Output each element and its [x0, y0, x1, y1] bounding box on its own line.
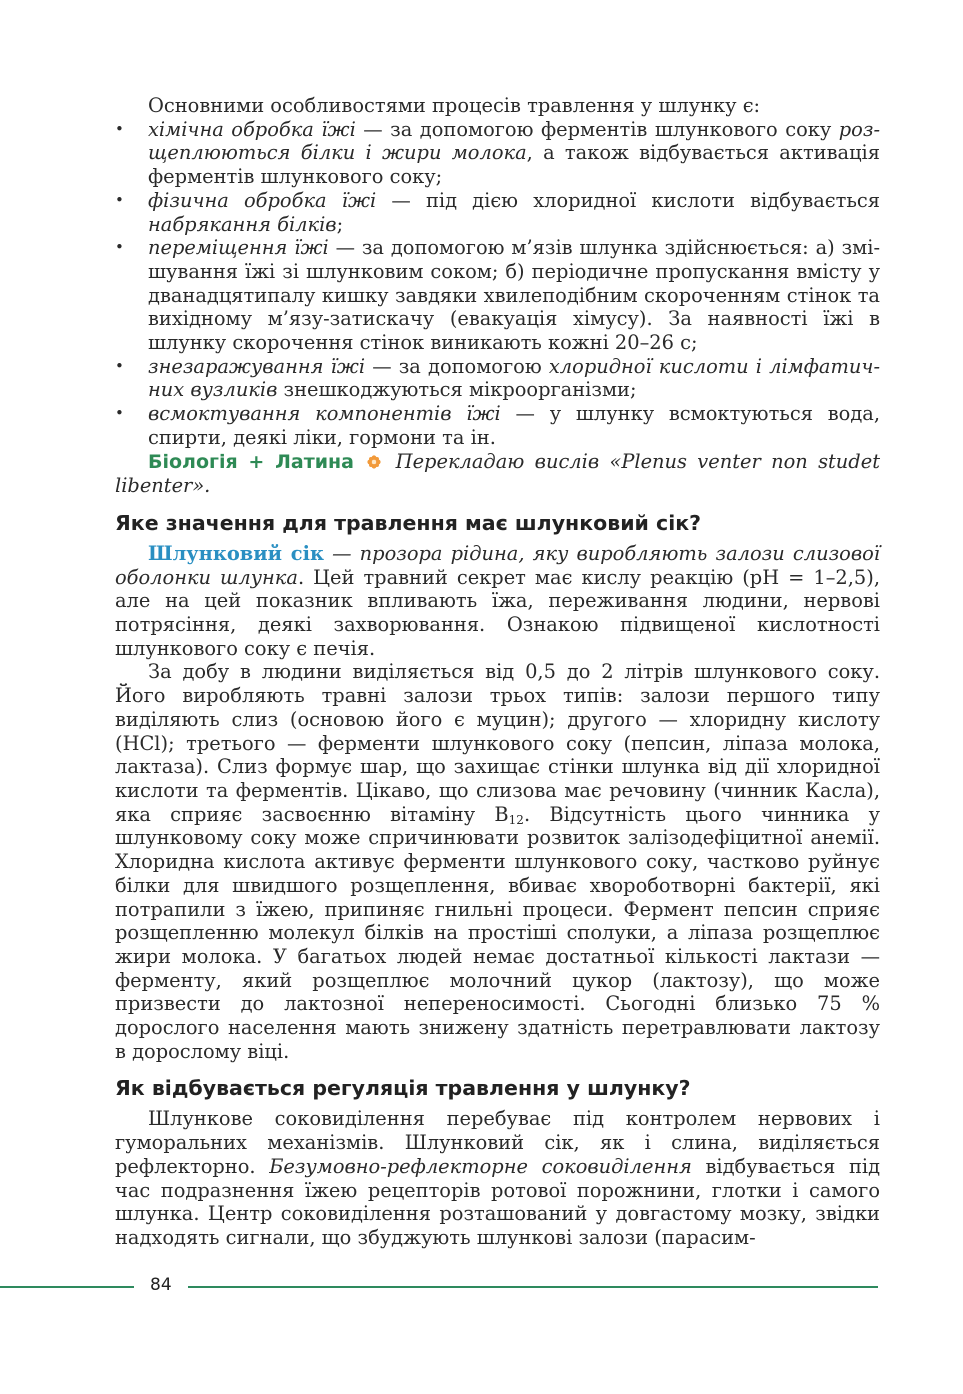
crosslink-box	[115, 450, 880, 498]
footer-rule-right	[188, 1286, 878, 1288]
intro-paragraph: Основними особливостями процесів травлення у шлунку є:	[148, 94, 761, 117]
paragraph-text: відбувається під час подразнення їжею рецепторів ротової порожнини, глотки і самого шлунка. Центр соковиділення розташований у довгастому мозку, звідки надходять сигнали, що збуджують шлункові залози (парасим-	[115, 1154, 881, 1249]
paragraph-text: . Відсутність цього чинника у шлунковому соку може спричинювати розвиток залізодефіцитної анемії. Хлоридна кислота активує ферменти шлункового соку, частково руйнує білки для швидшого розщеплення, вбиває хвороботворні бактерії, які потрапили з їжею, припиняє гнильні процеси. Фермент пепсин сприяє розщепленню молекул білків на простіші сполуки, а ліпаза розщеплює жири молока. У багатьох людей немає достатньої кількості лактази — ферменту, який розщеплює молочний цукор (лактозу), що може призвести до лактозної непереносимості. Сьогодні близько 75 % дорослого населення мають знижену здатність перетравлювати лактозу в дорослому віці.	[115, 802, 880, 1063]
term-italic: Безумовно-рефлекторне соковиділення	[269, 1154, 692, 1178]
item-text: — за допомогою ферментів шлункового соку	[355, 117, 839, 141]
bullet-icon: •	[115, 356, 124, 375]
list-item	[115, 236, 880, 355]
crosslink-text: Перекладаю вислів «Plenus venter non studet libenter».	[115, 449, 880, 498]
bullet-icon: •	[115, 119, 124, 138]
item-text: знешкоджуються мікроорганізми;	[277, 378, 637, 402]
bullet-icon: •	[115, 404, 124, 423]
term-italic: всмоктування компонентів їжі	[148, 402, 501, 426]
footer-rule-left	[0, 1286, 134, 1288]
bullet-icon: •	[115, 190, 124, 209]
item-text: — під дією хлоридної кислоти відбувається	[376, 188, 880, 212]
paragraph-text: За добу в людини виділяється від 0,5 до 2 літрів шлункового соку. Його виробляють травні залози трьох типів: залози першого типу виділяють слиз (основою його є муцин); другого — хлоридну кислоту (HCl); третього — ферменти шлункового соку (пепсин, ліпаза молока, лактаза). Слиз формує шар, що захищає стінки шлунка від дії хлоридної кислоти та ферментів. Цікаво, що слизова має речовину (чинник Касла), яка сприяє засвоєнню вітаміну B	[115, 660, 880, 826]
features-list	[115, 118, 880, 450]
section-heading: Яке значення для травлення має шлунковий сік?	[115, 510, 702, 535]
list-item	[115, 118, 880, 189]
term-italic: розщеплюються білки і жири молока	[148, 117, 880, 165]
item-text: — у шлунку всмоктуються вода, спирти, деякі ліки, гормони та ін.	[148, 402, 880, 449]
list-item	[115, 402, 880, 449]
item-text: , а також відбувається активація ферментів шлункового соку;	[148, 141, 880, 189]
term-italic: хімічна обробка їжі	[148, 117, 356, 141]
term-italic: фізична обробка їжі	[148, 188, 377, 212]
item-text: — за допомогою м’язів шлунка здійснюється: а) змішування їжі зі шлунковим соком; б) періодичне пропускання вмісту у дванадцятипалу кишку завдяки хвилеподібним скороченням стінок та вихідному м’язу-затискачу (евакуація хімусу). За наявності їжі в шлунку скорочення стінок виникають кожні 20–26 с;	[148, 236, 880, 355]
crosslink-label: Біологія + Латина	[148, 450, 355, 473]
bullet-icon: •	[115, 238, 124, 257]
list-item	[115, 355, 880, 402]
paragraph-text: . Цей травний секрет має кислу реакцію (pH = 1–2,5), але на цей показник впливають їжа, переживання людини, нервові потрясіння, деякі захворювання. Ознакою підвищеної кислотності шлункового соку є печія.	[115, 565, 880, 660]
definition-italic: — прозора рідина, яку виробляють залози слизової оболонки шлунка	[115, 541, 881, 589]
paragraph	[115, 1107, 880, 1249]
term-italic: хлоридної кислоти і лімфатичних вузликів	[148, 354, 880, 402]
page-content	[115, 94, 880, 1250]
paragraph	[115, 542, 880, 661]
paragraph	[115, 660, 880, 1063]
item-text: ;	[336, 212, 344, 236]
term-italic: знезаражування їжі	[148, 354, 366, 378]
paragraph-text: Шлункове соковиділення перебуває під контролем нервових і гуморальних механізмів. Шлунковий сік, як і слина, виділяється рефлекторно.	[115, 1107, 880, 1178]
flower-icon	[367, 455, 381, 469]
item-text: — за допомогою	[365, 354, 549, 378]
page-number: 84	[150, 1275, 172, 1295]
term-italic: набрякання білків	[148, 212, 337, 236]
key-term: Шлунковий сік	[148, 541, 324, 565]
section-heading: Як відбувається регуляція травлення у шлунку?	[115, 1076, 691, 1101]
subscript: 12	[508, 812, 524, 827]
list-item	[115, 189, 880, 236]
term-italic: переміщення їжі	[148, 236, 329, 260]
